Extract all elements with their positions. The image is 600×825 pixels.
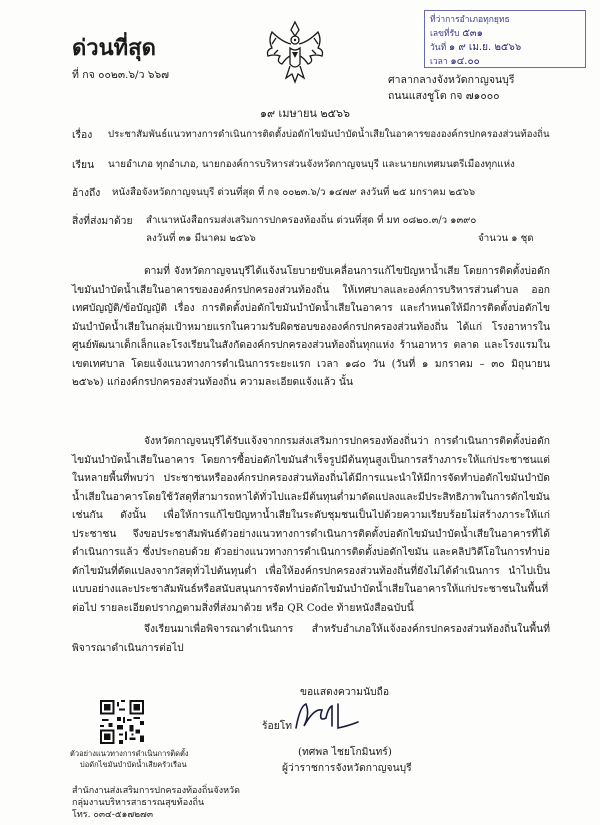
attachment-label: สิ่งที่ส่งมาด้วย [72,215,133,227]
attachment-count: จำนวน ๑ ชุด [478,233,534,244]
office-street: ถนนแสงชูโต กจ ๗๑๐๐๐ [388,90,500,102]
document-date: ๑๙ เมษายน ๒๕๖๖ [260,107,350,120]
receipt-stamp [424,10,586,68]
stamp-time-row [430,55,580,69]
recipient-label: เรียน [72,159,95,171]
recipient-text: นายอำเภอ ทุกอำเภอ, นายกองค์การบริหารส่วนจังหวัดกาญจนบุรี และนายกเทศมนตรีเมืองทุกแห่ง [108,159,515,170]
qr-code-icon[interactable] [100,700,144,744]
document-number: ที่ กจ ๐๐๒๓.๖/ว ๖๖๗ [72,69,170,81]
footer-division: กลุ่มงานบริหารสาธารณสุขท้องถิ่น [72,798,205,808]
urgency-heading: ด่วนที่สุด [72,36,156,61]
attachment-text: สำเนาหนังสือกรมส่งเสริมการปกครองท้องถิ่น ด่วนที่สุด ที่ มท ๐๘๒๐.๓/ว ๑๓๙๐ [146,215,477,226]
footer-office: สำนักงานส่งเสริมการปกครองท้องถิ่นจังหวัด [72,786,240,796]
qr-caption [70,748,189,770]
body-paragraph-2: จังหวัดกาญจนบุรีได้รับแจ้งจากกรมส่งเสริมการปกครองท้องถิ่นว่า การดำเนินการติดตั้งบ่อดักไขมันบำบัดน้ำเสียในอาคาร โดยการซื้อบ่อดักไขมันสำเร็จรูปมีต้นทุนสูงเป็นการสร้างภาระให้แก่ประชาชนแต่ในหลายพื้นที่พบว่า ประชาชนหรือองค์กรปกครองส่วนท้องถิ่นได้มีการแนะนำให้มีการจัดทำบ่อดักไขมันบำบัดน้ำเสียในอาคารโดยใช้วัสดุที่สามารถหาได้ทั่วไปและมีต้นทุนต่ำมาดัดแปลงและมีประสิทธิภาพในการดักไขมันเช่นกัน ดังนั้น เพื่อให้การแก้ไขปัญหาน้ำเสียในระดับชุมชนเป็นไปด้วยความเรียบร้อยไม่สร้างภาระให้แก่ประชาชน จึงขอประชาสัมพันธ์ตัวอย่างแนวทางการดำเนินการติดตั้งบ่อดักไขมันบำบัดน้ำเสียในอาคารที่ได้ดำเนินการแล้ว ซึ่งประกอบด้วย ตัวอย่างแนวทางการดำเนินการติดตั้งบ่อดักไขมัน และคลิปวิดีโอในการทำบ่อดักไขมันที่ดัดแปลงจากวัสดุทั่วไปต้นทุนต่ำ เพื่อให้องค์กรปกครองส่วนท้องถิ่นที่ยังไม่ได้ดำเนินการ นำไปเป็นแบบอย่างและประชาสัมพันธ์หรือสนับสนุนการจัดทำบ่อดักไขมันบำบัดน้ำเสียในอาคารให้แก่ประชาชนในพื้นที่ต่อไป รายละเอียดปรากฏตามสิ่งที่ส่งมาด้วย หรือ QR Code ท้ายหนังสือฉบับนี้ [72,435,550,614]
signature-rank: ร้อยโท [262,720,293,732]
body-paragraph-1: ตามที่ จังหวัดกาญจนบุรีได้แจ้งนโยบายขับเคลื่อนการแก้ไขปัญหาน้ำเสีย โดยการติดตั้งบ่อดักไขมันบำบัดน้ำเสียในอาคารขององค์กรปกครองส่วนท้องถิ่น ให้เทศบาลและองค์การบริหารส่วนตำบล ออกเทศบัญญัติ/ข้อบัญญัติ เรื่อง การติดตั้งบ่อดักไขมันบำบัดน้ำเสียในอาคาร และกำหนดให้มีการติดตั้งบ่อดักไขมันบำบัดน้ำเสียในกลุ่มเป้าหมายแรกในความรับผิดชอบขององค์กรปกครองส่วนท้องถิ่น ได้แก่ โรงอาหารในศูนย์พัฒนาเด็กเล็กและโรงเรียนในสังกัดองค์กรปกครองส่วนท้องถิ่นทุกแห่ง ร้านอาหาร ตลาด และโรงแรมในเขตเทศบาล โดยแจ้งแนวทางการดำเนินการระยะแรก เวลา ๑๘๐ วัน (วันที่ ๑ มกราคม – ๓๐ มิถุนายน ๒๕๖๖) แก่องค์กรปกครองส่วนท้องถิ่น ความละเอียดแจ้งแล้ว นั้น [72,265,550,388]
qr-caption-line-2: บ่อดักไขมันบำบัดน้ำเสียครัวเรือน [80,760,187,769]
subject-label: เรื่อง [72,129,93,141]
closing-text: ขอแสดงความนับถือ [300,686,390,698]
subject-text: ประชาสัมพันธ์แนวทางการดำเนินการติดตั้งบ่อดักไขมันบำบัดน้ำเสียในอาคารขององค์กรปกครองส่วนท้องถิ่น [108,129,550,140]
office-address [388,72,558,104]
signatory-name: (ทศพล ไชยโกมินทร์) [298,746,392,758]
footer-phone: โทร. ๐๓๔-๕๑๗๒๗๓ [72,810,153,820]
stamp-number-value: ๕๓๑ [462,28,483,39]
attachment-date: ลงวันที่ ๓๑ มีนาคม ๒๕๖๖ [146,233,256,244]
stamp-date-label: วันที่ [430,43,447,53]
stamp-time-value: ๑๔.๐๐ [450,56,480,67]
stamp-time-label: เวลา [430,57,448,67]
office-name: ศาลากลางจังหวัดกาญจนบุรี [388,74,515,86]
body-paragraph-3: จึงเรียนมาเพื่อพิจารณาดำเนินการ สำหรับอำเภอให้แจ้งองค์กรปกครองส่วนท้องถิ่นในพื้นที่พิจารณาดำเนินการต่อไป [72,623,550,654]
signatory-position: ผู้ว่าราชการจังหวัดกาญจนบุรี [282,762,412,774]
reference-text: หนังสือจังหวัดกาญจนบุรี ด่วนที่สุด ที่ กจ ๐๐๒๓.๖/ว ๑๔๗๙ ลงวันที่ ๒๕ มกราคม ๒๕๖๖ [112,187,476,198]
footer-contact [72,785,240,821]
handwritten-signature-icon [292,700,362,734]
stamp-number-label: เลขที่รับ [430,29,460,39]
stamp-number-row [430,27,580,41]
qr-caption-line-1: ตัวอย่างแนวทางการดำเนินการติดตั้ง [70,749,189,758]
reference-label: อ้างถึง [72,187,101,199]
stamp-office: ที่ว่าการอำเภอทุกยุทธ [430,15,510,25]
garuda-emblem-icon [262,18,328,88]
stamp-date-row [430,41,580,55]
stamp-date-value: ๑ ๙ เม.ย. ๒๕๖๖ [448,42,522,53]
